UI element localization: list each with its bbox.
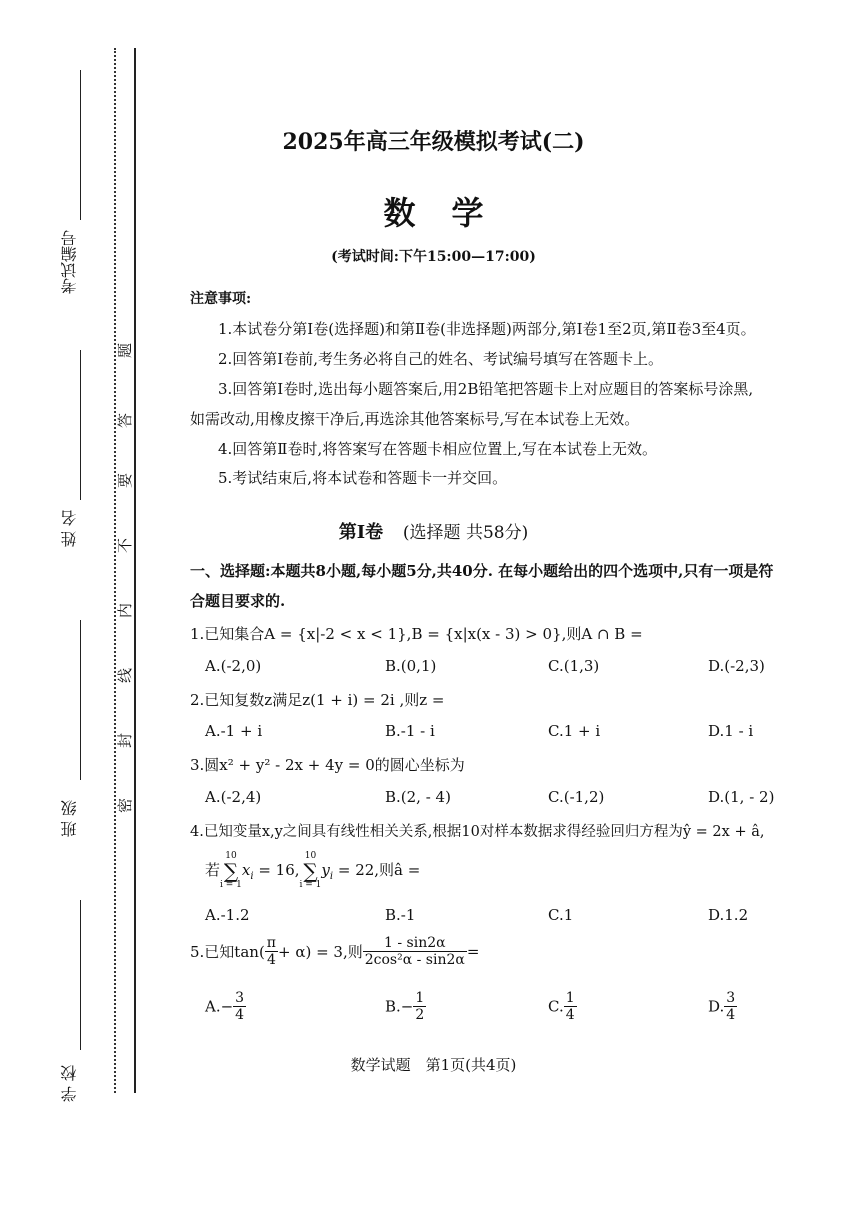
sigma-icon: ∑ — [303, 859, 318, 883]
question-4-condition — [205, 852, 420, 890]
q4-option-d: D.1.2 — [708, 906, 749, 924]
sum-top: 10 — [304, 851, 317, 861]
q5-option-a — [205, 990, 246, 1023]
sum-symbol — [220, 852, 242, 890]
frac-numerator: 1 — [415, 990, 425, 1006]
option-fraction — [564, 990, 577, 1023]
section-note: (选择题 共58分) — [402, 523, 529, 543]
sigma-icon: ∑ — [223, 859, 239, 883]
school-label: 学 校 — [60, 1065, 79, 1103]
notice-item: 4.回答第Ⅱ卷时,将答案写在答题卡相应位置上,写在本试卷上无效。 — [218, 440, 658, 458]
seal-char: 题 — [116, 342, 135, 359]
notice-item: 如需改动,用橡皮擦干净后,再选涂其他答案标号,写在本试卷上无效。 — [190, 410, 640, 428]
q4-y: y — [321, 861, 330, 879]
sum-top: 10 — [225, 851, 237, 861]
q3-option-d: D.(1, - 2) — [708, 788, 775, 806]
frac-denominator: 2cos²α - sin2α — [364, 952, 465, 969]
exam-id-label: 考试编号 — [60, 230, 79, 294]
seal-char: 不 — [116, 537, 135, 554]
q5-part-c: = — [466, 942, 480, 961]
q2-option-c: C.1 + i — [548, 722, 601, 740]
notice-item: 2.回答第Ⅰ卷前,考生务必将自己的姓名、考试编号填写在答题卡上。 — [218, 350, 664, 368]
subject-title: 数学 — [383, 194, 520, 232]
q4-option-a: A.-1.2 — [205, 906, 250, 924]
q4-x: x — [241, 861, 251, 879]
exam-title: 2025年高三年级模拟考试(二) — [282, 129, 585, 155]
q5-option-d — [708, 990, 737, 1023]
frac-numerator: 3 — [726, 990, 736, 1006]
section-header — [0, 518, 867, 544]
q5-main-fraction — [363, 935, 467, 968]
q4-option-b: B.-1 — [385, 906, 416, 924]
option-fraction — [724, 990, 737, 1023]
class-underline — [80, 620, 81, 780]
name-label: 姓 名 — [60, 510, 79, 548]
seal-char: 要 — [116, 472, 135, 489]
q4-option-c: C.1 — [548, 906, 574, 924]
question-4-stem: 4.已知变量x,y之间具有线性相关关系,根据10对样本数据求得经验回归方程为ŷ = 2x + â, — [190, 824, 765, 840]
question-2-stem: 2.已知复数z满足z(1 + i) = 2i ,则z = — [190, 691, 445, 709]
question-1-stem: 1.已知集合A = {x|-2 < x < 1},B = {x|x(x - 3) > 0},则A ∩ B = — [190, 625, 643, 643]
q1-option-b: B.(0,1) — [385, 657, 437, 675]
exam-time: (考试时间:下午15:00—17:00) — [331, 249, 536, 265]
page-footer: 数学试题 第1页(共4页) — [350, 1056, 517, 1074]
frac-numerator: π — [266, 935, 276, 951]
q5-part-b: + α) = 3,则 — [278, 943, 363, 962]
seal-char: 答 — [116, 412, 135, 429]
sum-symbol — [300, 852, 322, 890]
q5-option-b — [385, 990, 426, 1023]
frac-numerator: 1 - sin2α — [363, 935, 467, 952]
part1-line1: 一、选择题:本题共8小题,每小题5分,共40分. 在每小题给出的四个选项中,只有一项是符 — [190, 562, 774, 580]
frac-denominator: 4 — [235, 1007, 245, 1024]
school-underline — [80, 900, 81, 1050]
q1-option-c: C.(1,3) — [548, 657, 600, 675]
option-letter: A.− — [205, 997, 234, 1016]
sum-bottom: i = 1 — [299, 880, 322, 890]
q2-option-b: B.-1 - i — [385, 722, 435, 740]
q2-option-a: A.-1 + i — [205, 722, 263, 740]
q1-option-d: D.(-2,3) — [708, 657, 765, 675]
q4-eq2: = 22,则â = — [333, 861, 421, 879]
q3-option-c: C.(-1,2) — [548, 788, 605, 806]
question-3-stem: 3.圆x² + y² - 2x + 4y = 0的圆心坐标为 — [190, 756, 465, 774]
seal-char: 密 — [116, 797, 135, 814]
notice-item: 3.回答第Ⅰ卷时,选出每小题答案后,用2B铅笔把答题卡上对应题目的答案标号涂黑, — [218, 380, 754, 398]
sum-bottom: i = 1 — [220, 880, 242, 890]
q5-option-c — [548, 990, 577, 1023]
q4-eq1: = 16, — [253, 861, 300, 879]
notice-item: 5.考试结束后,将本试卷和答题卡一并交回。 — [218, 469, 508, 487]
question-5-stem — [190, 935, 479, 968]
frac-numerator: 3 — [235, 990, 245, 1006]
notice-heading: 注意事项: — [190, 291, 252, 307]
option-letter: D. — [708, 997, 725, 1016]
q4-y-sub: i — [329, 871, 334, 882]
q3-option-a: A.(-2,4) — [205, 788, 262, 806]
class-label: 班 级 — [60, 800, 79, 838]
q5-fraction-pi-4 — [265, 935, 278, 968]
q4-x-sub: i — [250, 871, 254, 882]
frac-denominator: 4 — [565, 1007, 575, 1024]
option-fraction — [413, 990, 426, 1023]
seal-char: 内 — [116, 602, 135, 619]
frac-numerator: 1 — [565, 990, 575, 1006]
seal-char: 封 — [116, 732, 135, 749]
q2-option-d: D.1 - i — [708, 722, 754, 740]
option-letter: C. — [548, 997, 564, 1016]
seal-char: 线 — [116, 667, 135, 684]
section-name: 第Ⅰ卷 — [338, 522, 384, 543]
name-underline — [80, 350, 81, 500]
q5-part-a: 5.已知tan( — [190, 943, 265, 962]
option-letter: B.− — [385, 997, 414, 1016]
part1-line2: 合题目要求的. — [190, 592, 286, 610]
frac-denominator: 4 — [266, 952, 276, 969]
option-fraction — [233, 990, 246, 1023]
notice-item: 1.本试卷分第Ⅰ卷(选择题)和第Ⅱ卷(非选择题)两部分,第Ⅰ卷1至2页,第Ⅱ卷3至4页。 — [218, 320, 756, 338]
frac-denominator: 2 — [415, 1007, 425, 1024]
frac-denominator: 4 — [726, 1007, 736, 1024]
q4-if: 若 — [205, 861, 221, 879]
q3-option-b: B.(2, - 4) — [385, 788, 451, 806]
q1-option-a: A.(-2,0) — [205, 657, 262, 675]
